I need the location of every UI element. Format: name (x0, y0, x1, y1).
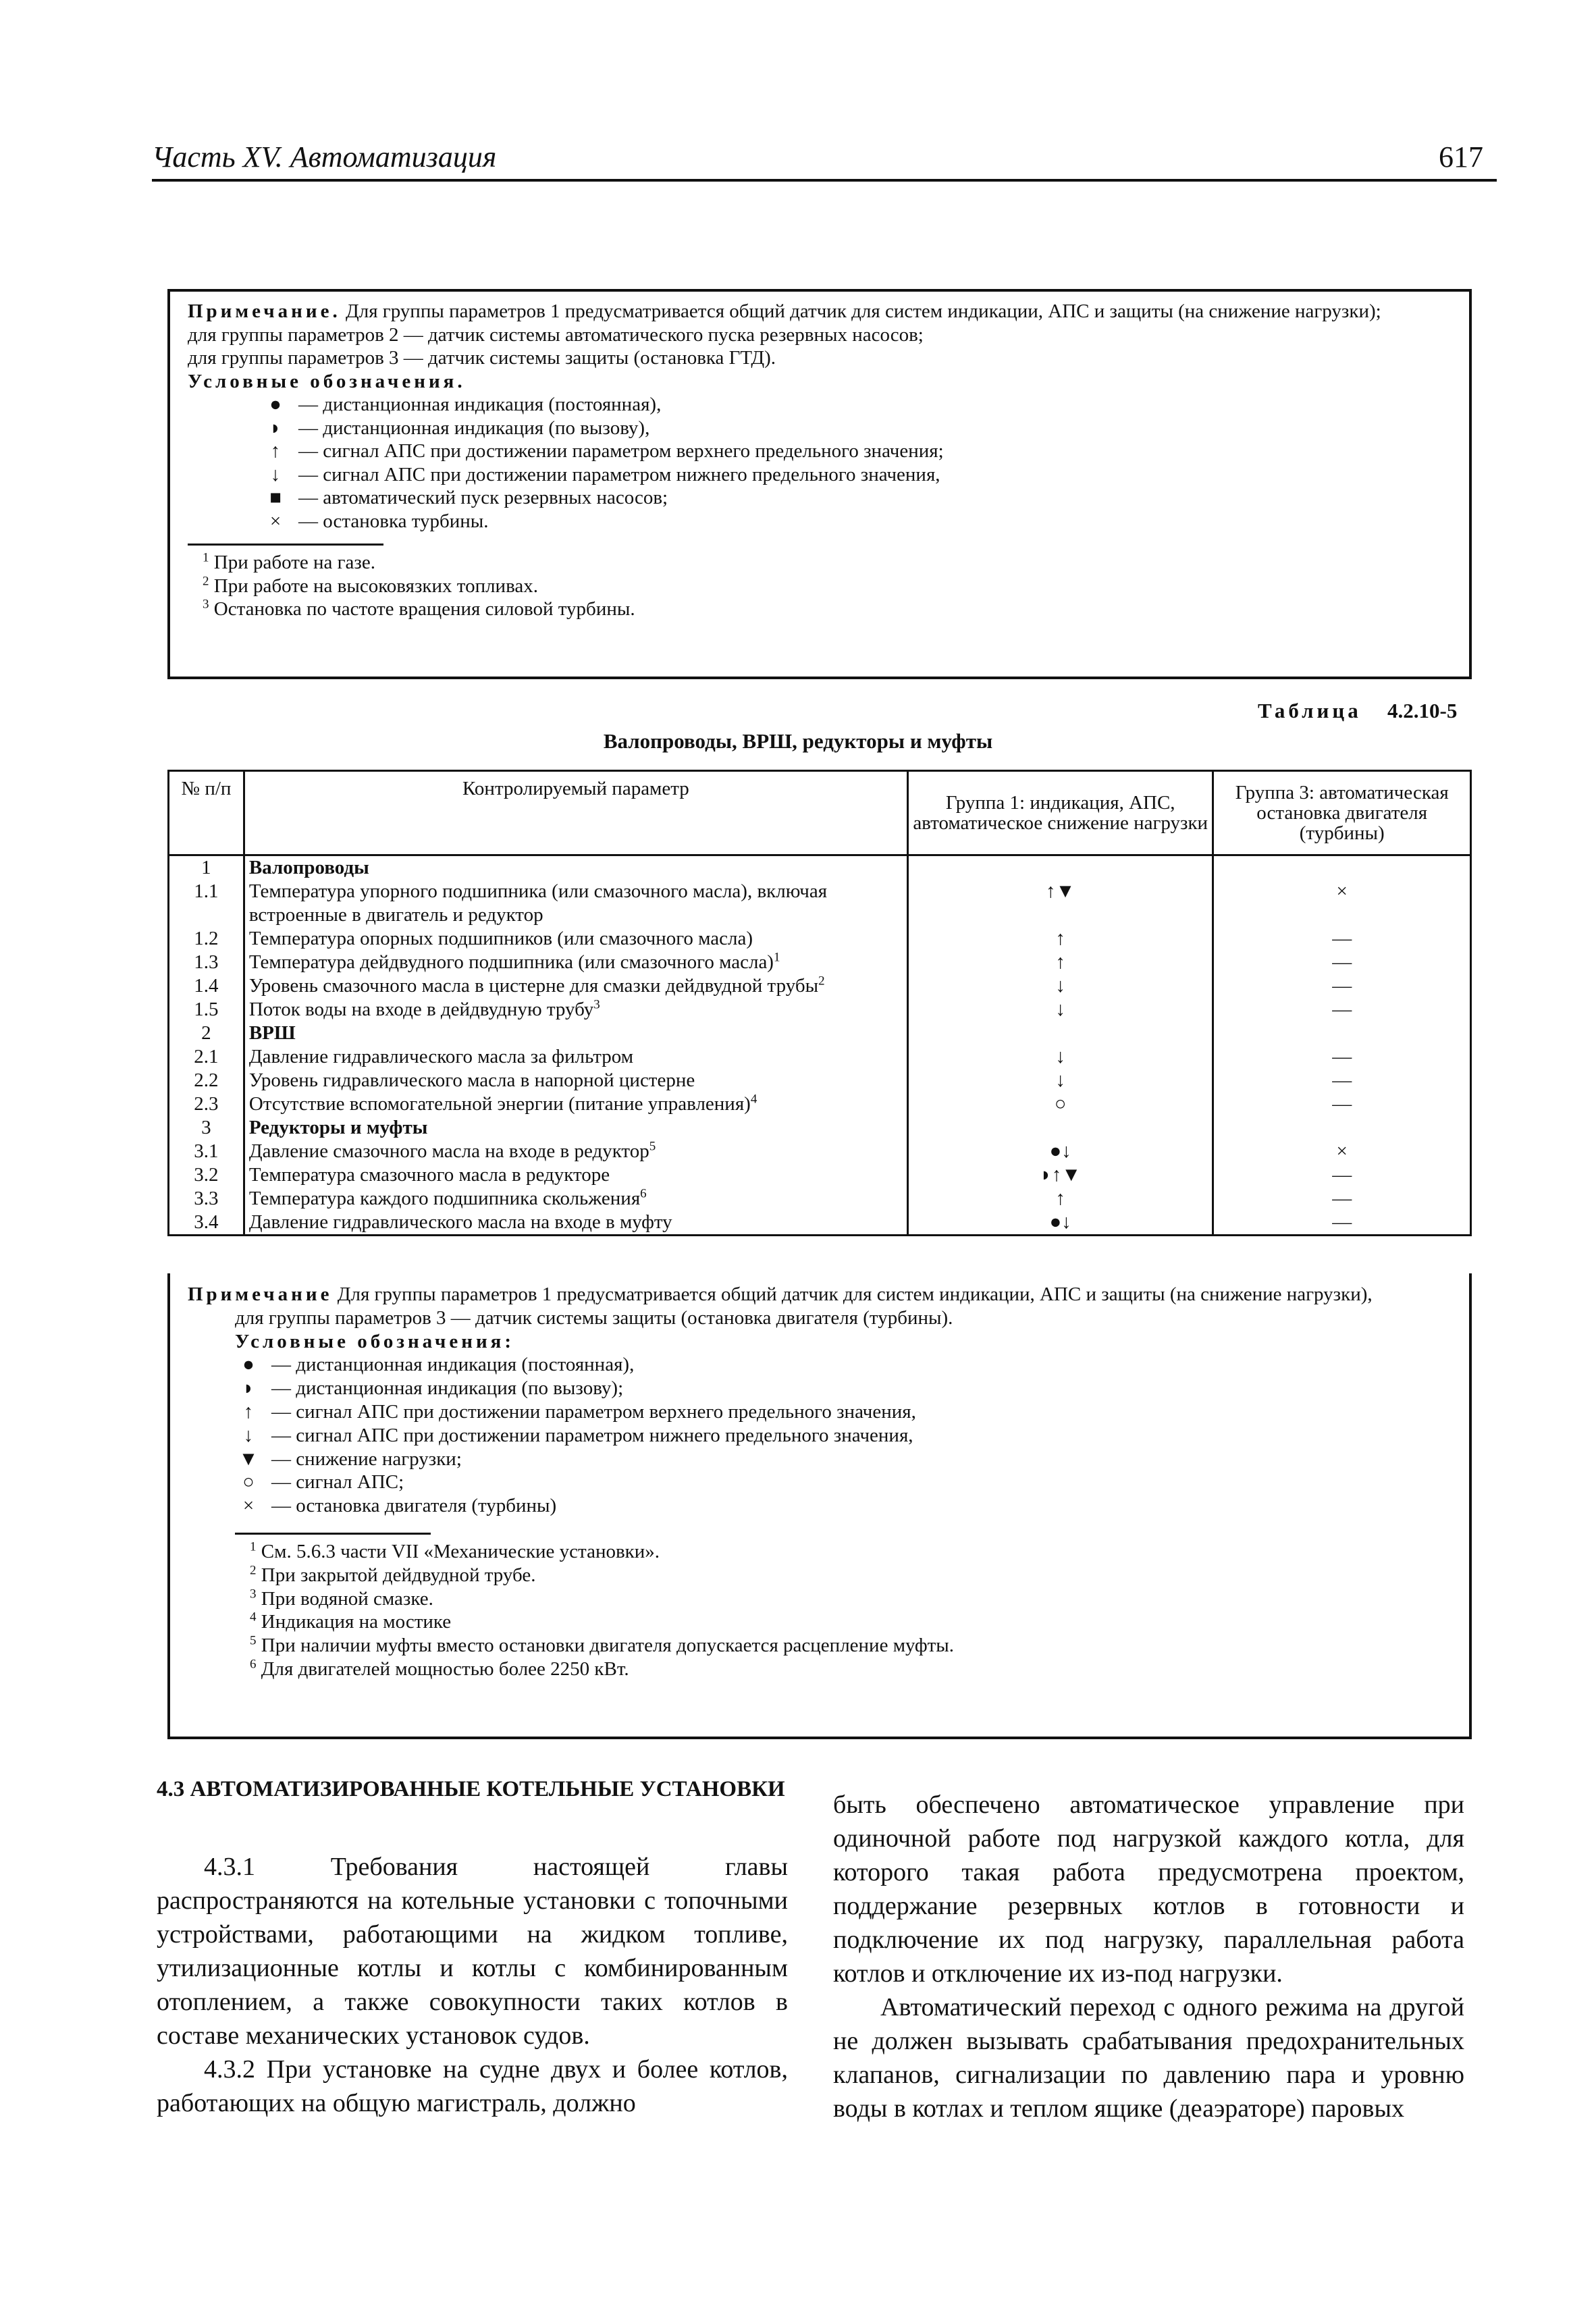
page-number: 617 (1439, 140, 1483, 174)
cell-group3: × (1213, 880, 1471, 927)
table-row (169, 880, 1471, 927)
footnote-number: 1 (250, 1539, 257, 1554)
header-title: Часть XV. Автоматизация (152, 140, 497, 174)
footnote-text: Индикация на мостике (261, 1611, 452, 1633)
cell-group1: ○ (908, 1092, 1213, 1116)
legend-symbol-icon: ▼ (238, 1448, 259, 1470)
footnote-number: 2 (250, 1563, 257, 1578)
footnote (188, 551, 1460, 575)
col-header-group1: Группа 1: индикация, АПС, автоматическое снижение нагрузки (908, 771, 1213, 855)
right-paragraph-1: быть обеспечено автоматическое управление при одиночной работе под нагрузкой каждого котла, для которого такая работа предусмотрена проектом, поддержание резервных котлов в готовности и подключение их под нагрузку, параллельная работа котлов и отключение их из-под нагрузки. (833, 1791, 1464, 1988)
footnote-ref: 6 (640, 1186, 647, 1201)
cell-group3: — (1213, 1187, 1471, 1211)
footnote-number: 3 (250, 1586, 257, 1601)
footnote (235, 1634, 1460, 1658)
footnote-text: При закрытой дейдвудной трубе. (261, 1564, 536, 1586)
col-header-num: № п/п (169, 771, 244, 855)
legend-symbol-icon: ■ (269, 487, 282, 508)
footnote (235, 1658, 1460, 1681)
legend-item (188, 440, 1460, 463)
legend-item (188, 1400, 1460, 1424)
right-paragraph-2: Автоматический переход с одного режима на другой не должен вызывать срабатывания предохранительных клапанов, сигнализации по давлению пара и уровню воды в котлах и теплом ящике (деаэраторе) паровых (833, 1993, 1464, 2123)
legend-text: — остановка двигателя (турбины) (271, 1495, 557, 1517)
table-row (169, 974, 1471, 998)
cell-group3 (1213, 855, 1471, 880)
cell-group3: — (1213, 1069, 1471, 1092)
footnote-ref: 5 (649, 1139, 656, 1154)
cell-param: Температура дейдвудного подшипника (или смазочного масла)$^1$ (244, 951, 907, 974)
footnote-number: 6 (250, 1657, 257, 1672)
cell-param: Уровень гидравлического масла в напорной цистерне (244, 1069, 907, 1092)
cell-group1: ↑ (908, 927, 1213, 951)
footnote-number: 4 (250, 1610, 257, 1624)
cell-group3 (1213, 1116, 1471, 1140)
footnote (235, 1587, 1460, 1611)
table-row (169, 1211, 1471, 1236)
note1-line2: для группы параметров 2 — датчик системы автоматического пуска резервных насосов; (188, 323, 924, 346)
parameters-table (167, 770, 1472, 1236)
cell-num: 3 (169, 1116, 244, 1140)
cell-num: 2.2 (169, 1069, 244, 1092)
cell-group1: ●↓ (908, 1211, 1213, 1236)
note2-legend (188, 1353, 1460, 1518)
legend-item (188, 486, 1460, 510)
cell-param: Температура смазочного масла в редукторе (244, 1163, 907, 1187)
legend-symbol-icon: ◗ (242, 1377, 255, 1400)
legend-text: — дистанционная индикация (по вызову), (298, 417, 650, 439)
table-row (169, 951, 1471, 974)
table-header-row (169, 771, 1471, 855)
cell-num: 1.3 (169, 951, 244, 974)
cell-group3: — (1213, 927, 1471, 951)
cell-num: 1.5 (169, 998, 244, 1022)
cell-param: Температура упорного подшипника (или смазочного масла), включая встроенные в двигатель и редуктор (244, 880, 907, 927)
cell-group1 (908, 855, 1213, 880)
footnote-ref: 4 (750, 1092, 757, 1107)
cell-param: Уровень смазочного масла в цистерне для смазки дейдвудной трубы$^2$ (244, 974, 907, 998)
note2-line2: для группы параметров 3 — датчик системы защиты (остановка двигателя (турбины). (235, 1306, 953, 1329)
note1-footnotes (188, 551, 1460, 621)
cell-param: Редукторы и муфты (244, 1116, 907, 1140)
cell-param: Температура опорных подшипников (или смазочного масла) (244, 927, 907, 951)
footnote-text: Для двигателей мощностью более 2250 кВт. (261, 1658, 629, 1680)
table-row (169, 1022, 1471, 1045)
cell-num: 2.1 (169, 1045, 244, 1069)
cell-group1: ↓ (908, 1069, 1213, 1092)
paragraph-4-3-1: 4.3.1 Требования настоящей главы распространяются на котельные установки с топочными устройствами, работающими на жидком топливе, утилизационные котлы и котлы с комбинированным отоплением, а также совокупности таких котлов в составе механических установок судов. (157, 1853, 788, 2050)
cell-param: Давление смазочного масла на входе в редуктор$^5$ (244, 1140, 907, 1163)
legend-item (188, 393, 1460, 417)
table-row (169, 1187, 1471, 1211)
cell-group3: — (1213, 1211, 1471, 1236)
cell-group1 (908, 1116, 1213, 1140)
cell-group3 (1213, 1022, 1471, 1045)
cell-group3: × (1213, 1140, 1471, 1163)
running-header (152, 138, 1497, 184)
legend-item (188, 1424, 1460, 1448)
note2-footnotes (235, 1540, 1460, 1681)
cell-group1: ↓ (908, 1045, 1213, 1069)
table-row (169, 1092, 1471, 1116)
legend-text: — снижение нагрузки; (271, 1448, 462, 1470)
footnote-text: Остановка по частоте вращения силовой турбины. (213, 598, 635, 620)
table-row (169, 998, 1471, 1022)
legend-symbol-icon: ↓ (243, 1424, 254, 1446)
table-row (169, 1140, 1471, 1163)
cell-num: 1.1 (169, 880, 244, 927)
note1-legend-title: Условные обозначения. (188, 370, 466, 392)
cell-group1 (908, 1022, 1213, 1045)
cell-param: Отсутствие вспомогательной энергии (питание управления)$^4$ (244, 1092, 907, 1116)
legend-symbol-icon: ↑ (270, 440, 281, 462)
legend-text: — остановка турбины. (298, 510, 489, 532)
footnote (235, 1610, 1460, 1634)
cell-group1: ↑▼ (908, 880, 1213, 927)
legend-symbol-icon: ○ (242, 1471, 255, 1493)
cell-group1: ↑ (908, 951, 1213, 974)
cell-param: Валопроводы (244, 855, 907, 880)
cell-num: 3.4 (169, 1211, 244, 1236)
legend-item (188, 463, 1460, 487)
cell-num: 1.2 (169, 927, 244, 951)
footnote-text: При работе на высоковязких топливах. (213, 575, 539, 597)
cell-num: 1 (169, 855, 244, 880)
legend-item (188, 1377, 1460, 1400)
cell-num: 1.4 (169, 974, 244, 998)
cell-num: 3.3 (169, 1187, 244, 1211)
note1-line3: для группы параметров 3 — датчик системы защиты (остановка ГТД). (188, 347, 776, 369)
table-label: Таблица (1258, 699, 1362, 722)
legend-item (188, 1448, 1460, 1471)
table-row (169, 1163, 1471, 1187)
cell-group1: ◗↑▼ (908, 1163, 1213, 1187)
note2-text: Примечание Для группы параметров 1 предусматривается общий датчик для систем индикации, АПС и защиты (на снижение нагрузки), (188, 1283, 1373, 1305)
footnote-number: 3 (203, 597, 209, 612)
footnote-text: См. 5.6.3 части VII «Механические установки». (261, 1540, 660, 1562)
table-row (169, 927, 1471, 951)
legend-symbol-icon: × (269, 510, 282, 532)
section-heading: 4.3 АВТОМАТИЗИРОВАННЫЕ КОТЕЛЬНЫЕ УСТАНОВКИ (157, 1777, 785, 1801)
table-row (169, 1116, 1471, 1140)
footnote-number: 1 (203, 550, 209, 565)
cell-group3: — (1213, 1163, 1471, 1187)
footnote (235, 1564, 1460, 1587)
legend-text: — автоматический пуск резервных насосов; (298, 487, 668, 508)
cell-group1: ↓ (908, 974, 1213, 998)
right-column (833, 1769, 1464, 2125)
legend-item (188, 1471, 1460, 1494)
note1-text: Примечание. Для группы параметров 1 предусматривается общий датчик для систем индикации, АПС и защиты (на снижение нагрузки); (188, 300, 1381, 322)
cell-num: 3.1 (169, 1140, 244, 1163)
cell-group3: — (1213, 951, 1471, 974)
legend-symbol-icon: ↑ (243, 1400, 254, 1423)
footnote (188, 575, 1460, 598)
cell-param: Давление гидравлического масла на входе в муфту (244, 1211, 907, 1236)
legend-text: — сигнал АПС при достижении параметром верхнего предельного значения, (271, 1400, 916, 1423)
footnote (188, 598, 1460, 621)
legend-symbol-icon: ● (269, 394, 282, 415)
cell-group3: — (1213, 1092, 1471, 1116)
note-box-table (167, 1273, 1472, 1739)
footnote-number: 2 (203, 573, 209, 588)
legend-item (188, 510, 1460, 533)
table-row (169, 1069, 1471, 1092)
cell-group1: ●↓ (908, 1140, 1213, 1163)
legend-text: — дистанционная индикация (постоянная), (271, 1354, 635, 1376)
table-title: Валопроводы, ВРШ, редукторы и муфты (603, 729, 993, 753)
footnote-ref: 1 (773, 950, 780, 965)
left-column (157, 1769, 788, 2120)
legend-text: — сигнал АПС при достижении параметром нижнего предельного значения, (298, 463, 940, 485)
footnote-text: При работе на газе. (213, 552, 375, 573)
cell-num: 3.2 (169, 1163, 244, 1187)
legend-text: — сигнал АПС при достижении параметром нижнего предельного значения, (271, 1424, 913, 1446)
cell-param: Поток воды на входе в дейдвудную трубу$^3$ (244, 998, 907, 1022)
footnote-ref: 2 (818, 974, 825, 988)
cell-param: ВРШ (244, 1022, 907, 1045)
header-rule (152, 179, 1497, 182)
note2-lead: Примечание (188, 1283, 333, 1305)
footnote-ref: 3 (593, 997, 600, 1012)
note1-lead: Примечание. (188, 300, 341, 322)
note-box-previous-table (167, 289, 1472, 679)
legend-symbol-icon: ↓ (270, 463, 281, 485)
cell-param: Давление гидравлического масла за фильтром (244, 1045, 907, 1069)
col-header-group3: Группа 3: автоматическая остановка двигателя (турбины) (1213, 771, 1471, 855)
cell-group3: — (1213, 974, 1471, 998)
footnote-text: При наличии муфты вместо остановки двигателя допускается расцепление муфты. (261, 1635, 955, 1657)
cell-num: 2 (169, 1022, 244, 1045)
footnote-rule (188, 544, 383, 546)
legend-symbol-icon: × (242, 1495, 255, 1517)
legend-symbol-icon: ◗ (269, 417, 282, 439)
legend-item (188, 417, 1460, 440)
table-row (169, 855, 1471, 880)
note2-legend-title: Условные обозначения: (235, 1330, 515, 1352)
note1-legend (188, 393, 1460, 533)
table-number: 4.2.10-5 (1387, 699, 1458, 722)
cell-group3: — (1213, 1045, 1471, 1069)
footnote-text: При водяной смазке. (261, 1587, 433, 1610)
cell-param: Температура каждого подшипника скольжения$^6$ (244, 1187, 907, 1211)
footnote-rule (235, 1533, 431, 1535)
table-row (169, 1045, 1471, 1069)
legend-item (188, 1353, 1460, 1377)
footnote (235, 1540, 1460, 1564)
col-header-param: Контролируемый параметр (244, 771, 907, 855)
cell-group1: ↑ (908, 1187, 1213, 1211)
legend-text: — дистанционная индикация (постоянная), (298, 394, 662, 415)
legend-text: — сигнал АПС; (271, 1471, 404, 1493)
cell-group3: — (1213, 998, 1471, 1022)
legend-symbol-icon: ● (242, 1354, 255, 1376)
footnote-number: 5 (250, 1633, 257, 1648)
cell-num: 2.3 (169, 1092, 244, 1116)
paragraph-4-3-2: 4.3.2 При установке на судне двух и более котлов, работающих на общую магистраль, должно (157, 2055, 788, 2117)
legend-text: — сигнал АПС при достижении параметром верхнего предельного значения; (298, 440, 944, 462)
legend-text: — дистанционная индикация (по вызову); (271, 1377, 624, 1400)
cell-group1: ↓ (908, 998, 1213, 1022)
legend-item (188, 1494, 1460, 1518)
table-caption (1258, 699, 1457, 723)
